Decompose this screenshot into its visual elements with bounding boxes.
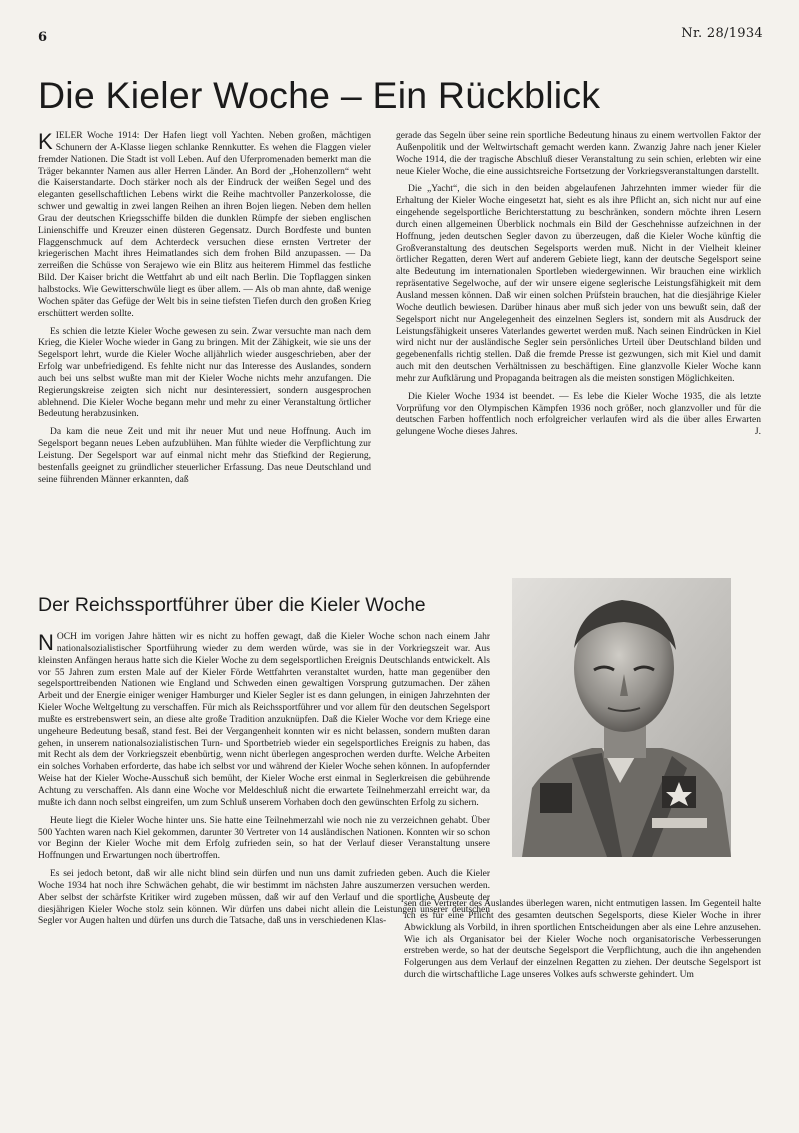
article2-paragraph: Heute liegt die Kieler Woche hinter uns. Sie hatte eine Teilnehmerzahl wie noch nie zu verzeichnen gehabt. Über 500 Yachten waren nach Kiel gekommen, darunter 30 Vertreter von 14 ausländischen Nationen. Konnten wir so schon vor Beginn der Kieler Woche mit dem Erfolg zufrieden sein, so hat der Verlauf dieser Veranstaltung unsere Hoffnungen und Erwartungen noch übertroffen. — [38, 815, 490, 862]
dropcap-n: N — [38, 630, 54, 655]
article2-paragraph: sen die Vertreter des Auslandes überlegen waren, nicht entmutigen lassen. Im Gegenteil halte ich es für eine Pflicht des gesamten deutschen Segelsports, diese Kieler Woche in ihrer Abwicklung als Vorbild, in ihren sportlichen Entscheidungen aber als eine Lehre anzusehen. Wie ich als Organisator bei der Kieler Woche noch organisatorische Verbesserungen erstreben werde, so hat der deutsche Segelsport die Verpflichtung, auch die ihn angehenden Folgerungen aus dem Verlauf der einzelnen Regatten zu ziehen. Der deutsche Segelsport ist durch die wirtschaftliche Lage unseres Volkes aufs schwerste gehindert. Um — [404, 899, 761, 981]
article1-paragraph: gerade das Segeln über seine rein sportliche Bedeutung hinaus zu einem wertvollen Faktor der Außenpolitik und der Weltwirtschaft gemacht werden kann. Zwanzig Jahre nach jener Kieler Woche 1914, die der tragische Abschluß dieser Veranstaltung zu sein schien, erlebten wir eine neue Kieler Woche, die eine aussichtsreiche Fortsetzung der Vorkriegsveranstaltungen darstellt. — [396, 131, 761, 177]
article2-paragraph: NOCH im vorigen Jahre hätten wir es nicht zu hoffen gewagt, daß die Kieler Woche schon nach einem Jahr nationalsozialistischer Sportführung wieder zu dem werden würde, was sie in der Vorkriegszeit war. Aus kleinsten Anfängen heraus hatte sich die Kieler Woche zu dem segelsportlichen Ereignis Deutschlands entwickelt. Als vor 55 Jahren zum ersten Male auf der Kieler Förde Wettfahrten veranstaltet wurden, hatte man gegenüber den segelsporttreibenden Nationen wie England und Schweden einen gewaltigen Vorsprung gutzumachen. Der zähen Arbeit und der Energie einiger weniger Hamburger und Kieler Segler ist es dann gelungen, in einigen Jahrzehnten der Kieler Woche Weltgeltung zu verschaffen. Für mich als Reichssportführer und vor allem für den deutschen Segelsport mußte es erstrebenswert sein, an diese alte große Tradition anzuknüpfen. Daß die Kieler Woche vor dem Kriege eine ungeheure Bedeutung besaß, stand fest. Bei der Vergangenheit konnten wir es nicht belassen, sondern mußten daran gehen, in unserem nationalsozialistischen Turn- und Sportbetrieb wieder ein segelsportliches Ereignis zu haben, das mit Recht als dem der Vorkriegszeit ebenbürtig, wenn nicht überlegen angesprochen werden durfte. Welche Arbeiten ein solches Vorhaben erforderte, das habe ich selbst vor und während der Kieler Woche sehen können. In aufopfernder Weise hat der Kieler Woche-Ausschuß sich bemüht, der Kieler Woche erst einmal in Seglerkreisen die gebührende Achtung zu verschaffen. Als dann eine Woche vor Meldeschluß nicht die erwartete Teilnehmerzahl erreicht war, da mußte ich dann noch selbst eingreifen, um zum Schluß unserem Vorhaben doch den gewünschten Erfolg zu sichern. — [38, 630, 490, 808]
article2-column-right — [404, 899, 761, 988]
issue-number: Nr. 28/1934 — [681, 26, 763, 41]
article2-paragraph: Es sei jedoch betont, daß wir alle nicht blind sein dürfen und nun uns damit zufrieden geben. Auch die Kieler Woche 1934 hat noch ihre Schwächen gehabt, die wir bestimmt im nächsten Jahre auszumerzen versuchen werden. Aber selbst der schärfste Kritiker wird zugeben müssen, daß wir auf den Verlauf und die sportliche Ausbeute der diesjährigen Kieler Woche stolz sein können. Wir dürfen uns dabei nicht allein die Leistungen unserer deutschen Segler vor Augen halten und dürfen uns durch die Tatsache, daß uns in verschiedenen Klas- — [38, 869, 490, 927]
article-title: Die Kieler Woche – Ein Rückblick — [38, 74, 601, 116]
article1-paragraph: Die „Yacht“, die sich in den beiden abgelaufenen Jahrzehnten immer wieder für die Erhaltung der Kieler Woche eingesetzt hat, sieht es als ihre Pflicht an, sich nicht nur auf eine eingehende segelsportliche Berichterstattung zu beschränken, sondern möchte ihren Lesern durch einen allgemeinen Überblick nochmals ein Bild der Geschehnisse aufzeichnen in der Hoffnung, jeden deutschen Segler davon zu überzeugen, daß die Kieler Woche künftig die Großveranstaltung des deutschen Segelsports werden muß. Nicht in der Vielheit kleiner örtlicher Regatten, deren Wert auf anderem Gebiete liegt, kann der deutsche Segelsport seine alte Bedeutung im internationalen Sportleben wiedergewinnen. Wir brauchen eine wirklich repräsentative Segelwoche, auf der wir unsere eigene seglerische Leistungsfähigkeit mit dem Ausland messen können. Daß wir einen solchen Prüfstein brauchen, hat die diesjährige Kieler Woche deutlich bewiesen. Darüber hinaus aber muß sich jeder von uns bewußt sein, daß der Segelsport nicht nur Angelegenheit des einzelnen Seglers ist, sondern mit als Ausdruck der Leistungsfähigkeit unseres Vaterlandes gewertet werden muß. Nach seinen Eindrücken in Kiel wird nicht nur der ausländische Segler sein persönliches Urteil über Deutschland bilden und gegebenenfalls richtig stellen. Daß die fremde Presse ist gezwungen, sich mit Kiel und damit auch mit den deutschen Verhältnissen zu beschäftigen. Eine glanzvolle Kieler Woche kann mehr zur Aufklärung und Propaganda beitragen als die meisten sonstigen Möglichkeiten. — [396, 184, 761, 384]
portrait-photo — [512, 578, 731, 857]
article2-title: Der Reichssportführer über die Kieler Woche — [38, 594, 426, 616]
portrait-illustration — [512, 578, 731, 857]
article1-paragraph: Es schien die letzte Kieler Woche gewesen zu sein. Zwar versuchte man nach dem Krieg, die Kieler Woche wieder in Gang zu bringen. Mit der Zähigkeit, wie sie uns der Segelsport lehrt, wurde die Kieler Woche alljährlich wieder ausgeschrieben, aber der Erfolg war unbefriedigend. Es fehlte nicht nur das Interesse des Auslandes, sondern auch bei uns selbst wußte man mit der Kieler Woche nichts mehr anzufangen. Die Regierungskreise zeigten sich nicht nur desinteressiert, sondern ausgesprochen ablehnend. Die Kieler Woche begann mehr und mehr zu einer Veranstaltung örtlicher Bedeutung herabzusinken. — [38, 326, 371, 420]
article1-paragraph: Da kam die neue Zeit und mit ihr neuer Mut und neue Hoffnung. Auch im Segelsport begann neues Leben aufzublühen. Man fühlte wieder die Verpflichtung zur Leistung. Der Segelsport war auf einmal nicht mehr das Stiefkind der Regierung, bestenfalls geeignet zu gründlicher steuerlicher Erfassung. Das neue Deutschland und seine führenden Männer erkannten, daß — [38, 427, 371, 485]
article2-column-left — [38, 632, 490, 934]
article1-paragraph: KIELER Woche 1914: Der Hafen liegt voll Yachten. Neben großen, mächtigen Schunern der A-Klasse liegen schlanke Rennkutter. Es wehen die Flaggen vieler fremder Nationen. Die Stadt ist voll Leben. Auf den Uferpromenaden bemerkt man die Träger bekannter Namen aus aller Herren Länder. An Bord der „Hohenzollern“ weht die Kaiserstandarte. Doch stärker noch als der Eindruck der weißen Segel und des eleganten gesellschaftlichen Lebens wirkt die Reihe machtvoller Panzerkolosse, die schwer und gewaltig in zwei langen Reihen an ihren Bojen liegen. Neben dem hellen Grau der deutschen Kriegsschiffe bilden die dunklen Rümpfe der sieben englischen Linienschiffe und Kreuzer einen düsteren Gegensatz. Durch Bordfeste und bunten Flaggenschmuck auf dem Achterdeck versuchen diese ernsten Vertreter der kriegerischen Macht ihres Heimatlandes sich dem frohen Bild anzupassen. — Da zerreißen die Schüsse von Serajewo wie ein Blitz aus heiterem Himmel das festliche Bild. Der Kaiser bricht die Wettfahrt ab und eilt nach Berlin. Die Topflaggen sinken halbstocks. Wie Gewitterschwüle liegt es über allem. — Als ob man ahnte, daß wenige Wochen später das Gefüge der Welt bis in seine tiefsten Tiefen durch den großen Krieg erschüttert werden sollte. — [38, 129, 371, 319]
article1-paragraph: Die Kieler Woche 1934 ist beendet. — Es lebe die Kieler Woche 1935, die als letzte Vorprüfung vor den Olympischen Kämpfen 1936 noch größer, noch glanzvoller und für die deutschen Farben hoffentlich noch erfolgreicher verlaufen wird als die über alles Erwarten gelungene Woche dieses Jahres. J. — [396, 391, 761, 438]
dropcap-k: K — [38, 129, 53, 154]
article1-column-right — [396, 131, 761, 445]
article1-column-left — [38, 131, 371, 492]
article-signature: J. — [754, 427, 761, 438]
page-number: 6 — [38, 30, 48, 45]
